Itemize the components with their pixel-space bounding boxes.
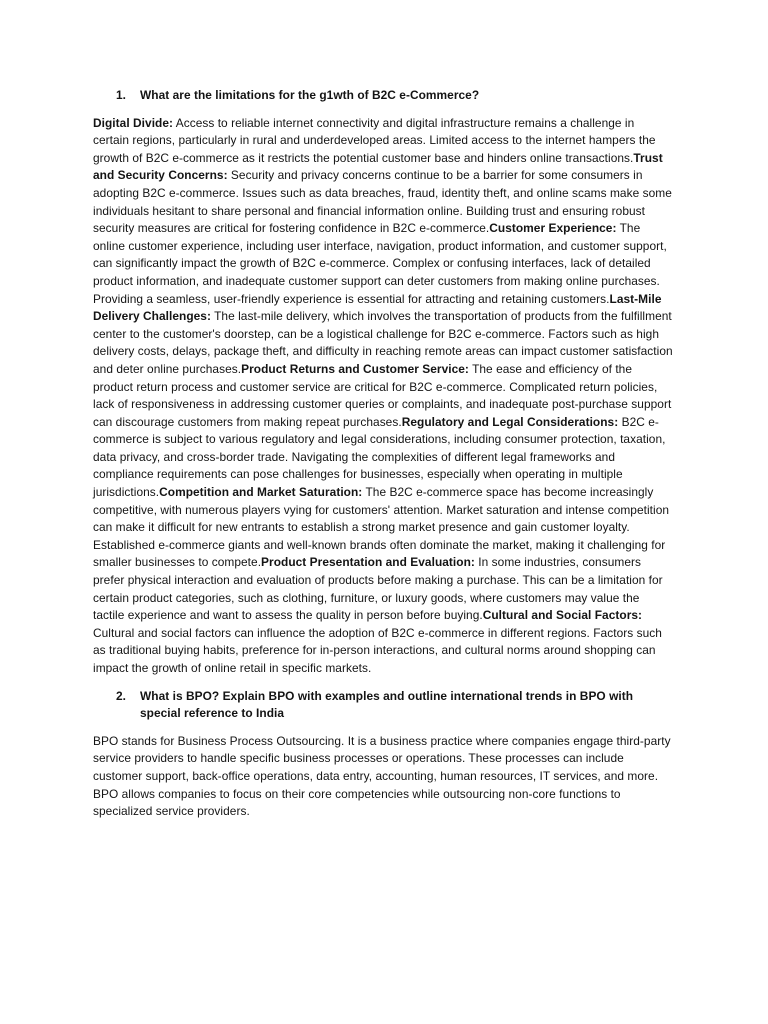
document-body [93, 87, 673, 821]
question-1 [93, 87, 673, 105]
text-regulatory: B2C e-commerce is subject to various regulatory and legal considerations, including consumer protection, taxation, data privacy, and cross-border trade. Navigating the complexities of different legal frameworks and compliance requirements can pose challenges for businesses, especially when operating in multiple jurisdictions. [93, 414, 666, 500]
question-2-number: 2. [116, 688, 127, 703]
heading-digital-divide: Digital Divide: [93, 115, 174, 130]
text-product-returns: The ease and efficiency of the product return process and customer service are critical for B2C e-commerce. Complicated return policies, lack of responsiveness in addressing customer queries or complaints, and inadequate post-purchase support can discourage customers from making repeat purchases. [93, 361, 672, 429]
text-digital-divide: Access to reliable internet connectivity and digital infrastructure remains a challenge in certain regions, particularly in rural and underdeveloped areas. Limited access to the internet hampers the growth of B2C e-commerce as it restricts the potential customer base and hinders online transactions. [93, 115, 656, 165]
answer-1-paragraph [93, 115, 673, 678]
heading-trust-security: Trust and Security Concerns: [93, 150, 663, 183]
answer-2-paragraph: BPO stands for Business Process Outsourcing. It is a business practice where companies engage third-party service providers to handle specific business processes or operations. These processes can include customer support, back-office operations, data entry, accounting, human resources, IT services, and more. BPO allows companies to focus on their core competencies while outsourcing non-core functions to specialized service providers. [93, 733, 671, 819]
question-2 [93, 688, 673, 723]
heading-regulatory: Regulatory and Legal Considerations: [401, 414, 619, 429]
question-1-number: 1. [116, 88, 127, 102]
heading-last-mile: Last-Mile Delivery Challenges: [93, 291, 662, 324]
question-2-text: What is BPO? Explain BPO with examples and outline international trends in BPO with special reference to India [140, 688, 634, 721]
heading-cultural-social: Cultural and Social Factors: [482, 608, 643, 623]
text-competition: The B2C e-commerce space has become increasingly competitive, with numerous players vying for customers' attention. Market saturation and intense competition can make it difficult for new entrants to establish a strong market presence and gain customer loyalty. Established e-commerce giants and well-known brands often dominate the market, making it challenging for smaller businesses to compete. [93, 485, 670, 570]
heading-product-presentation: Product Presentation and Evaluation: [261, 555, 475, 570]
text-cultural-social: Cultural and social factors can influence the adoption of B2C e-commerce in different regions. Factors such as traditional buying habits, preference for in-person interactions, and cultural norms around shopping can impact the growth of online retail in specific markets. [93, 625, 662, 675]
text-product-presentation: In some industries, consumers prefer physical interaction and evaluation of products before making a purchase. This can be a limitation for certain product categories, such as clothing, furniture, or luxury goods, where customers may value the tactile experience and want to assess the quality in person before buying. [93, 555, 663, 623]
text-customer-experience: The online customer experience, including user interface, navigation, product information, and customer support, can significantly impact the growth of B2C e-commerce. Complex or confusing interfaces, lack of detailed product information, and inadequate customer support can deter customers from making online purchases. Providing a seamless, user-friendly experience is essential for attracting and retaining customers. [93, 221, 667, 306]
question-1-text: What are the limitations for the g1wth of B2C e-Commerce? [140, 88, 480, 102]
heading-competition: Competition and Market Saturation: [159, 485, 363, 500]
heading-customer-experience: Customer Experience: [489, 221, 617, 236]
heading-product-returns: Product Returns and Customer Service: [241, 361, 469, 376]
text-trust-security: Security and privacy concerns continue to be a barrier for some consumers in adopting B2C e-commerce. Issues such as data breaches, fraud, identity theft, and online scams make some individuals hesitant to share personal and financial information online. Building trust and ensuring robust security measures are critical for fostering confidence in B2C e-commerce. [93, 168, 672, 236]
text-last-mile: The last-mile delivery, which involves the transportation of products from the fulfillment center to the customer's doorstep, can be a logistical challenge for B2C e-commerce. Factors such as high delivery costs, delays, package theft, and difficulty in reaching remote areas can impact customer satisfaction and deter online purchases. [93, 309, 673, 376]
